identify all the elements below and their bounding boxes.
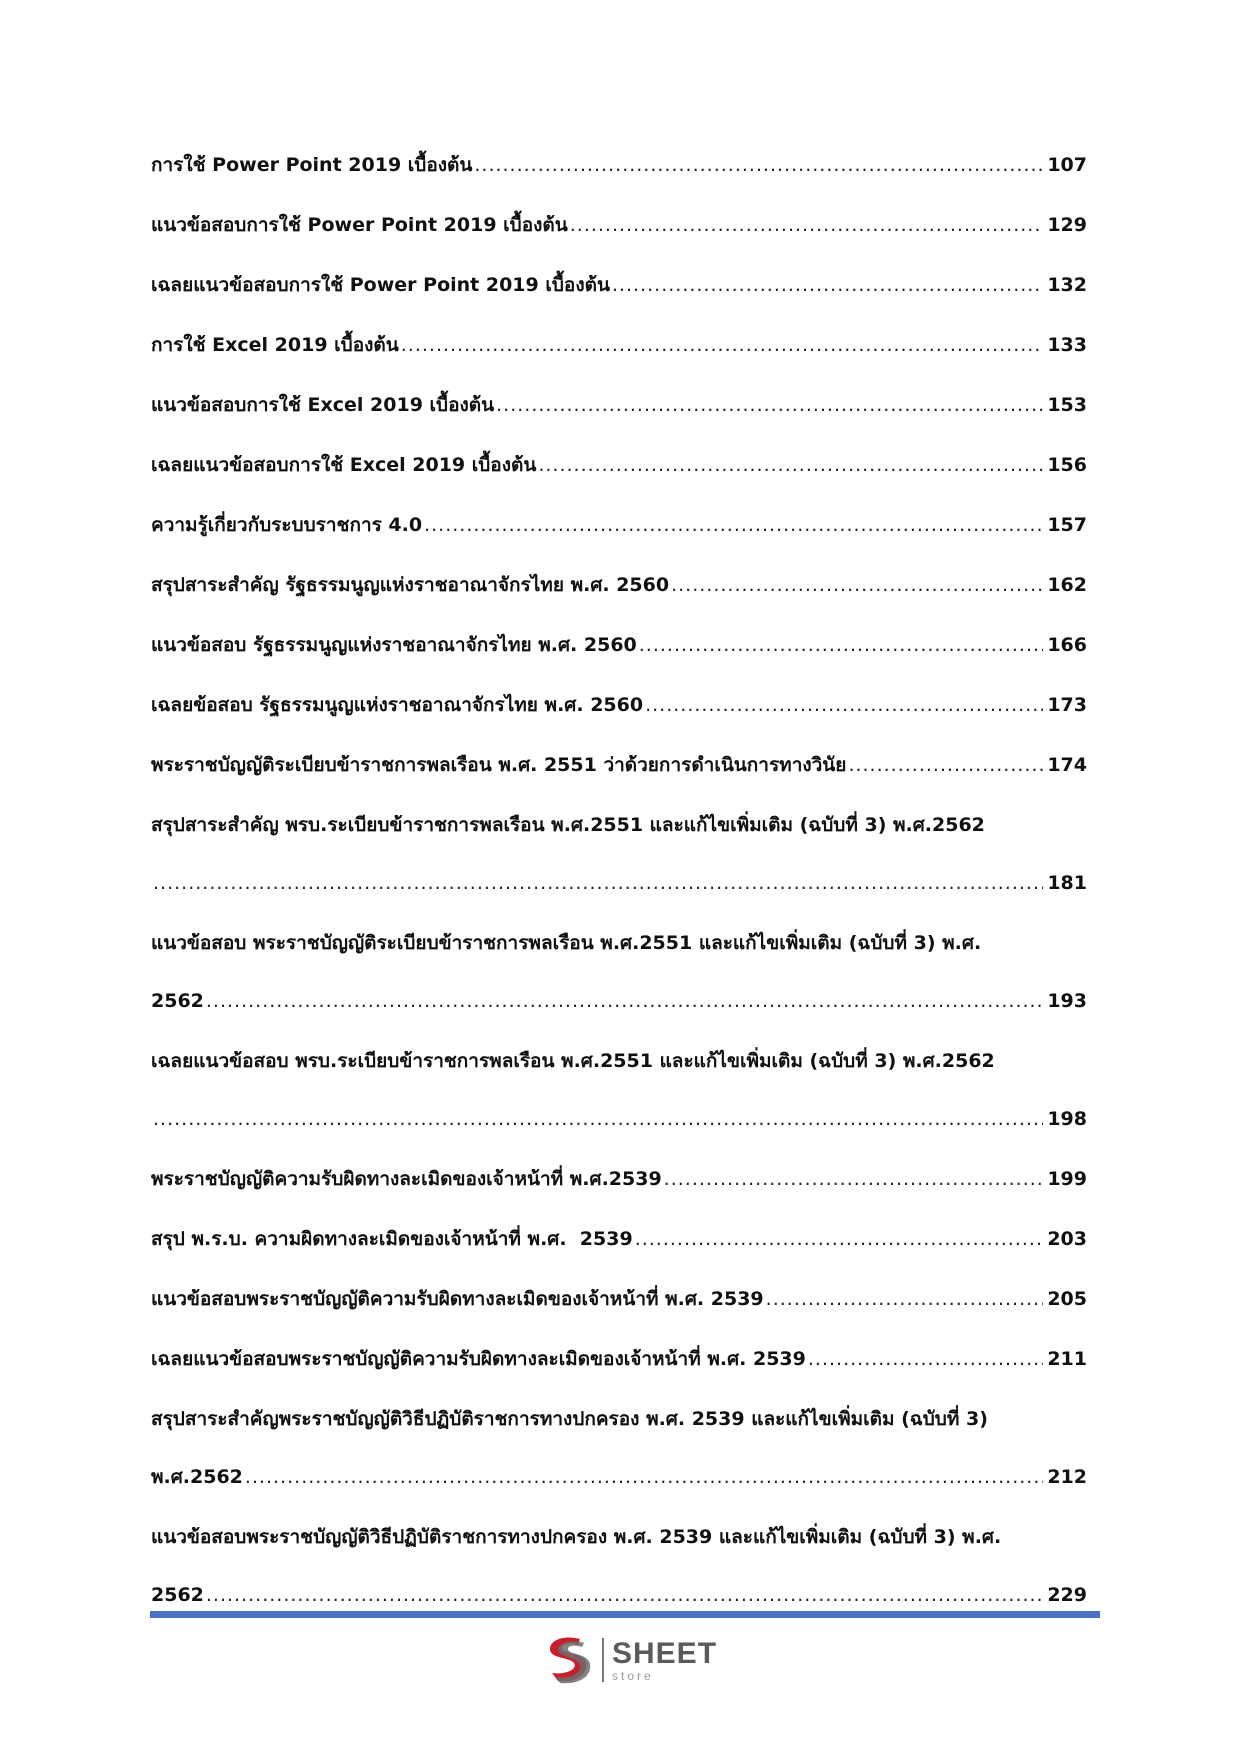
toc-entry-title-cont: 2562 (151, 1584, 204, 1606)
leader-dots (401, 330, 1044, 360)
footer-rule (150, 1611, 1100, 1618)
toc-entry[interactable] (151, 150, 1087, 180)
leader-dots (664, 1164, 1044, 1194)
toc-entry-title: สรุป พ.ร.บ. ความผิดทางละเมิดของเจ้าหน้าที่ พ.ศ. 2539 (151, 1228, 633, 1250)
toc-entry[interactable] (151, 810, 1087, 898)
toc-entry-page: 229 (1047, 1584, 1087, 1606)
leader-dots (766, 1284, 1044, 1314)
toc-entry[interactable] (151, 1404, 1087, 1492)
toc-entry[interactable] (151, 270, 1087, 300)
toc-entry-title: เฉลยแนวข้อสอบ พรบ.ระเบียบข้าราชการพลเรือน พ.ศ.2551 และแก้ไขเพิ่มเติม (ฉบับที่ 3) พ.ศ.2562 (151, 1050, 995, 1072)
toc-entry[interactable] (151, 390, 1087, 420)
toc-entry[interactable] (151, 630, 1087, 660)
toc-entry-page: 205 (1047, 1288, 1087, 1310)
leader-dots (424, 510, 1043, 540)
toc-entry-title: แนวข้อสอบ พระราชบัญญัติระเบียบข้าราชการพลเรือน พ.ศ.2551 และแก้ไขเพิ่มเติม (ฉบับที่ 3) พ.ศ. (151, 932, 982, 954)
toc-entry-title: แนวข้อสอบ รัฐธรรมนูญแห่งราชอาณาจักรไทย พ.ศ. 2560 (151, 634, 637, 656)
leader-dots (612, 270, 1043, 300)
toc-entry-title: สรุปสาระสำคัญ พรบ.ระเบียบข้าราชการพลเรือน พ.ศ.2551 และแก้ไขเพิ่มเติม (ฉบับที่ 3) พ.ศ.2562 (151, 814, 985, 836)
toc-entry[interactable] (151, 690, 1087, 720)
toc-entry-page: 193 (1047, 990, 1087, 1012)
logo-wordmark (612, 1636, 718, 1683)
toc-entry-page: 198 (1047, 1108, 1087, 1130)
toc-entry-title: การใช้ Excel 2019 เบื้องต้น (151, 334, 399, 356)
toc-entry-title: การใช้ Power Point 2019 เบื้องต้น (151, 154, 473, 176)
toc-entry[interactable] (151, 210, 1087, 240)
toc-entry-title: แนวข้อสอบการใช้ Power Point 2019 เบื้องต้น (151, 214, 568, 236)
leader-dots (538, 450, 1043, 480)
toc-entry[interactable] (151, 1344, 1087, 1374)
toc-entry-page: 174 (1047, 754, 1087, 776)
toc-entry-page: 181 (1047, 872, 1087, 894)
leader-dots (570, 210, 1044, 240)
toc-entry-page: 153 (1047, 394, 1087, 416)
toc-entry-page: 199 (1047, 1168, 1087, 1190)
toc-entry-page: 133 (1047, 334, 1087, 356)
toc-entry-title: แนวข้อสอบพระราชบัญญัติความรับผิดทางละเมิดของเจ้าหน้าที่ พ.ศ. 2539 (151, 1288, 764, 1310)
logo-word: SHEET (612, 1636, 718, 1670)
logo-s-icon (540, 1633, 596, 1687)
leader-dots (153, 868, 1043, 898)
leader-dots (206, 1580, 1043, 1610)
toc-entry-page: 211 (1047, 1348, 1087, 1370)
toc-entry-title: พระราชบัญญัติความรับผิดทางละเมิดของเจ้าหน้าที่ พ.ศ.2539 (151, 1168, 662, 1190)
leader-dots (474, 150, 1043, 180)
table-of-contents (151, 150, 1087, 1640)
leader-dots (635, 1224, 1044, 1254)
toc-entry[interactable] (151, 750, 1087, 780)
toc-entry-title-cont: 2562 (151, 990, 204, 1012)
toc-entry-page: 166 (1047, 634, 1087, 656)
toc-entry-page: 203 (1047, 1228, 1087, 1250)
toc-entry-title: แนวข้อสอบพระราชบัญญัติวิธีปฏิบัติราชการทางปกครอง พ.ศ. 2539 และแก้ไขเพิ่มเติม (ฉบับที่ 3) พ.ศ. (151, 1526, 1002, 1548)
toc-entry-page: 162 (1047, 574, 1087, 596)
toc-entry-page: 132 (1047, 274, 1087, 296)
leader-dots (808, 1344, 1043, 1374)
toc-entry[interactable] (151, 1284, 1087, 1314)
leader-dots (496, 390, 1043, 420)
sheet-store-logo (540, 1632, 720, 1688)
toc-entry-title: แนวข้อสอบการใช้ Excel 2019 เบื้องต้น (151, 394, 495, 416)
toc-entry-page: 173 (1047, 694, 1087, 716)
leader-dots (671, 570, 1043, 600)
toc-entry-title: เฉลยแนวข้อสอบการใช้ Power Point 2019 เบื้องต้น (151, 274, 610, 296)
toc-entry-page: 156 (1047, 454, 1087, 476)
toc-entry[interactable] (151, 1164, 1087, 1194)
toc-entry-title-cont: พ.ศ.2562 (151, 1466, 243, 1488)
toc-entry-page: 107 (1047, 154, 1087, 176)
toc-entry-page: 129 (1047, 214, 1087, 236)
toc-entry[interactable] (151, 1224, 1087, 1254)
leader-dots (848, 750, 1043, 780)
toc-entry-title: เฉลยข้อสอบ รัฐธรรมนูญแห่งราชอาณาจักรไทย พ.ศ. 2560 (151, 694, 644, 716)
toc-entry[interactable] (151, 330, 1087, 360)
toc-entry[interactable] (151, 570, 1087, 600)
toc-entry-title: เฉลยแนวข้อสอบการใช้ Excel 2019 เบื้องต้น (151, 454, 537, 476)
toc-entry[interactable] (151, 928, 1087, 1016)
toc-entry-page: 157 (1047, 514, 1087, 536)
leader-dots (206, 986, 1043, 1016)
toc-entry[interactable] (151, 1046, 1087, 1134)
leader-dots (639, 630, 1044, 660)
toc-entry-title: พระราชบัญญัติระเบียบข้าราชการพลเรือน พ.ศ. 2551 ว่าด้วยการดำเนินการทางวินัย (151, 754, 847, 776)
toc-entry[interactable] (151, 1522, 1087, 1610)
leader-dots (245, 1462, 1043, 1492)
toc-entry[interactable] (151, 450, 1087, 480)
leader-dots (645, 690, 1043, 720)
logo-sub: store (612, 1668, 654, 1683)
toc-entry-title: เฉลยแนวข้อสอบพระราชบัญญัติความรับผิดทางละเมิดของเจ้าหน้าที่ พ.ศ. 2539 (151, 1348, 806, 1370)
toc-entry-title: ความรู้เกี่ยวกับระบบราชการ 4.0 (151, 514, 423, 536)
leader-dots (153, 1104, 1043, 1134)
toc-entry-title: สรุปสาระสำคัญพระราชบัญญัติวิธีปฏิบัติราชการทางปกครอง พ.ศ. 2539 และแก้ไขเพิ่มเติม (ฉบับที่ 3) (151, 1408, 988, 1430)
toc-entry-title: สรุปสาระสำคัญ รัฐธรรมนูญแห่งราชอาณาจักรไทย พ.ศ. 2560 (151, 574, 670, 596)
toc-entry[interactable] (151, 510, 1087, 540)
toc-entry-page: 212 (1047, 1466, 1087, 1488)
logo-divider (602, 1638, 604, 1682)
